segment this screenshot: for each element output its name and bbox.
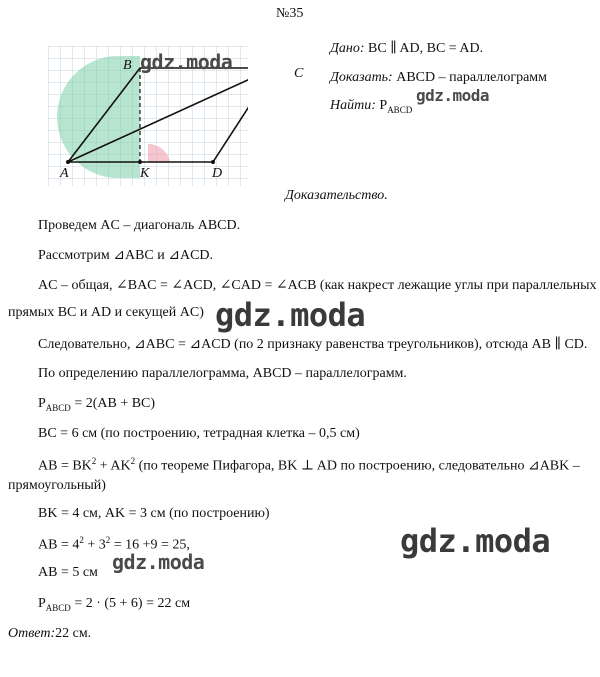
proof-heading: Доказательство. — [285, 188, 388, 203]
pythagoras-line: AB = $BK^2 + AK^2$ (по теореме Пифагора, BK ⊥ AD по построению, следовательно ⊿ABK – — [38, 456, 580, 474]
proof-line-2: Рассмотрим ⊿ABC и ⊿ACD. — [38, 248, 214, 263]
ab-value: AB = 5 см — [38, 565, 98, 580]
label-c: C — [294, 66, 304, 81]
ab-squared: AB = $4^2 + 3^2 = 16 +9 = 25$, — [38, 535, 190, 553]
watermark: gdz.moda — [400, 522, 551, 560]
problem-number: №35 — [276, 6, 304, 21]
label-k: K — [140, 166, 150, 181]
given-prove: Доказать: ABCD – параллелограмм — [330, 70, 548, 85]
given-find: Найти: $P_{ABCD}$ — [330, 98, 413, 115]
label-b: B — [123, 58, 132, 73]
point-a — [66, 160, 70, 164]
point-d — [211, 160, 215, 164]
perimeter-result: $P_{ABCD} = 2 \cdot (5 + 6) = 22$ см — [38, 596, 191, 613]
proof-line-6: По определению параллелограмма, ABCD – параллелограмм. — [38, 366, 407, 381]
label-d: D — [212, 166, 223, 181]
proof-line-4: прямых BC и AD и секущей AC) — [8, 305, 204, 320]
bk-ak-values: BK = 4 см, AK = 3 см (по построению) — [38, 506, 270, 521]
watermark: gdz.moda — [416, 86, 490, 105]
answer: Ответ:22 см. — [8, 626, 92, 641]
proof-line-3: AC – общая, ∠BAC = ∠ACD, ∠CAD = ∠ACB (как накрест лежащие углы при параллельных — [38, 278, 597, 293]
watermark: gdz.moda — [112, 550, 205, 574]
given-dano: Дано: BC ∥ AD, BC = AD. — [330, 41, 484, 56]
watermark: gdz.moda — [215, 296, 366, 334]
label-a: A — [60, 166, 69, 181]
watermark: gdz.moda — [140, 50, 233, 74]
point-k — [138, 160, 142, 164]
perimeter-formula: $P_{ABCD} = 2(AB + BC)$ — [38, 396, 156, 413]
bc-length: BC = 6 см (по построению, тетрадная клетка – 0,5 см) — [38, 426, 360, 441]
pythagoras-line-cont: прямоугольный) — [8, 478, 106, 493]
proof-line-1: Проведем AC – диагональ ABCD. — [38, 218, 241, 233]
proof-line-5: Следовательно, ⊿ABC = ⊿ACD (по 2 признаку равенства треугольников), отсюда AB ∥ CD. — [38, 337, 588, 352]
